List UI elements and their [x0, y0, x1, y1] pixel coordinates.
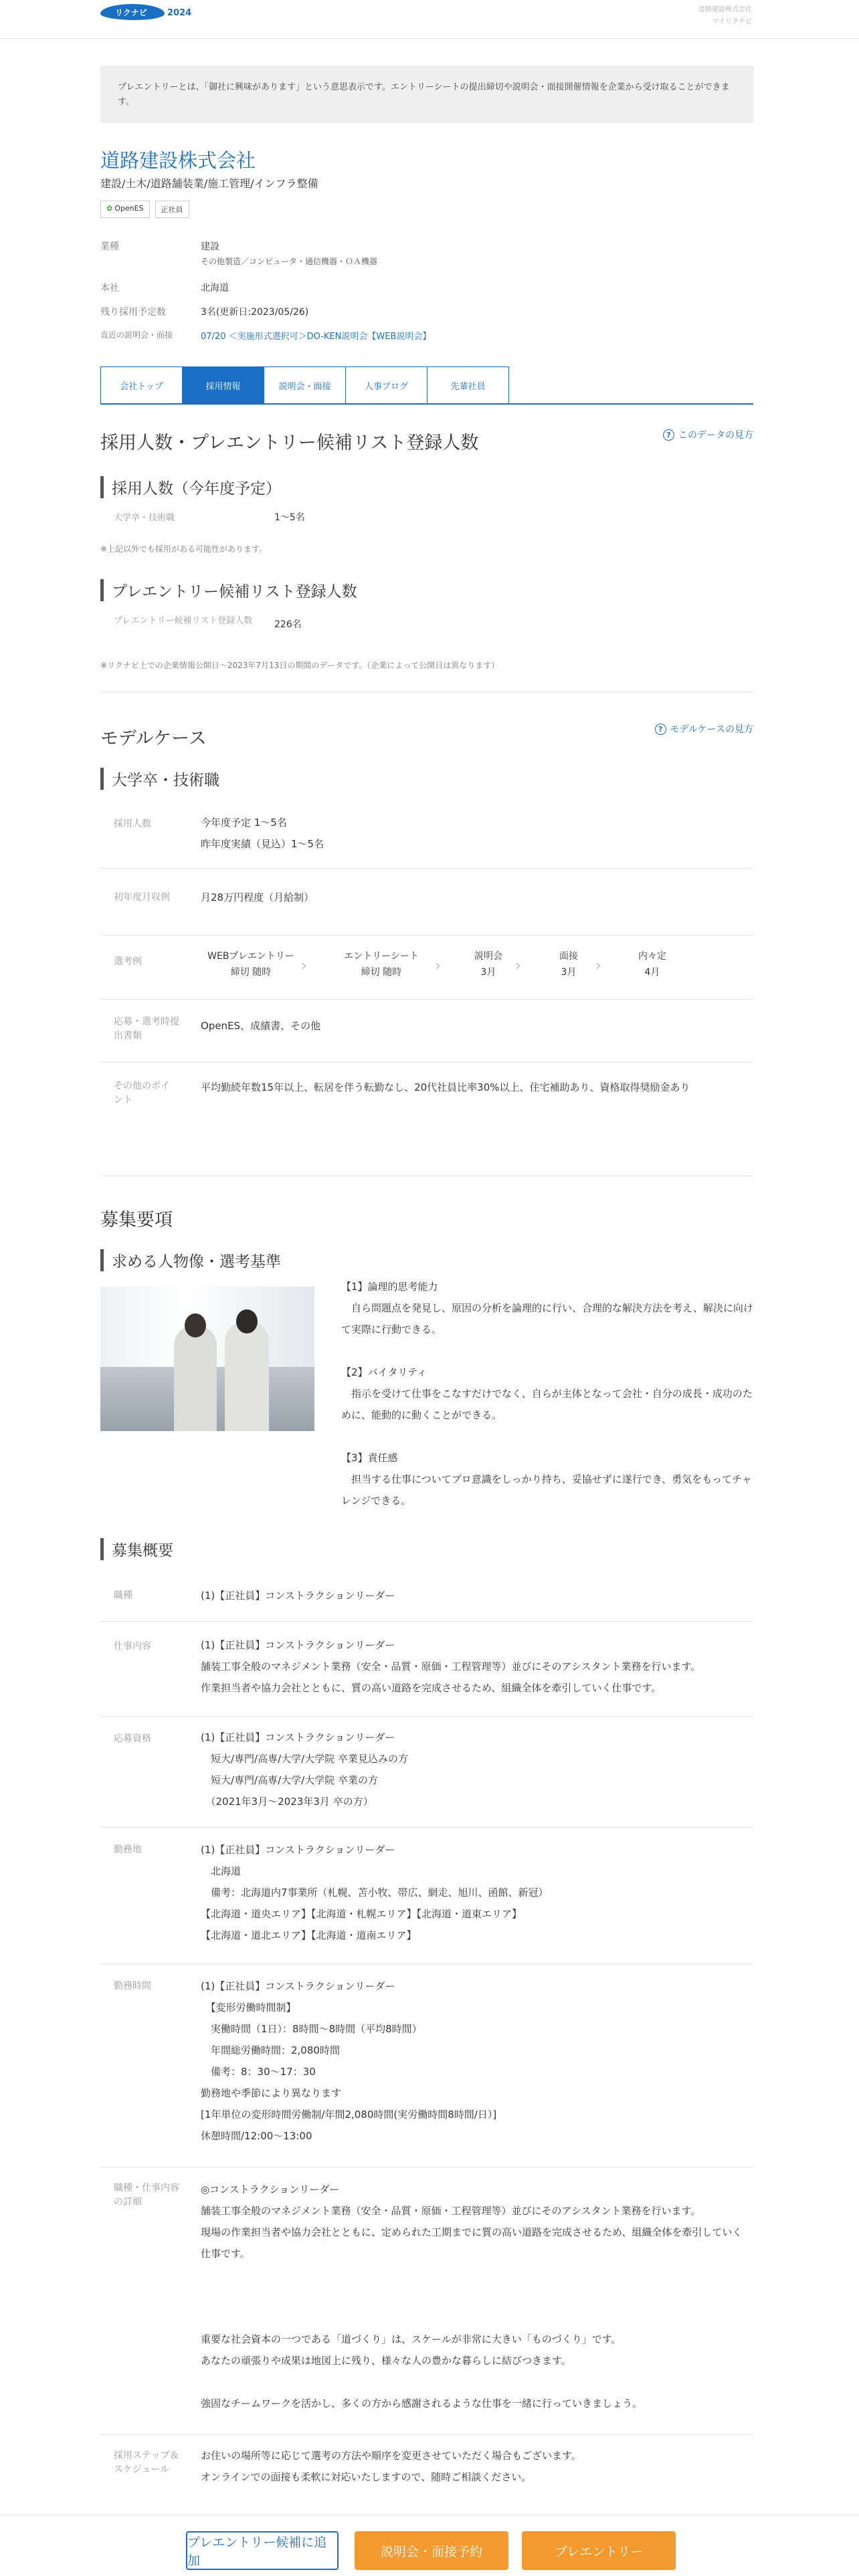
info-seminar-link[interactable]: 07/20 ＜実施形式選択可＞DO-KEN説明会【WEB説明会】	[201, 332, 432, 342]
preentry-notice: プレエントリーとは、「御社に興味があります」という意思表示です。エントリーシートの提出締切や説明会・面接開催情報を企業から受け取ることができます。	[100, 66, 753, 123]
chevron-right-icon: ›	[515, 958, 521, 974]
step-when: 4月	[644, 967, 660, 978]
model-help-link[interactable]	[655, 722, 753, 736]
location-label: 勤務地	[114, 1844, 142, 1855]
preentry-count-value: 226名	[274, 619, 302, 630]
model-salary-value: 月28万円程度（月給制）	[201, 891, 314, 903]
photo-head	[185, 1313, 206, 1337]
model-other-value: 平均勤続年数15年以上、転居を伴う転勤なし、20代社員比率30%以上、住宅補助あり、資格取得奨励金あり	[201, 1081, 690, 1093]
question-icon: ?	[663, 429, 674, 441]
model-salary-label: 初年度月収例	[114, 892, 170, 903]
row-divider	[100, 2434, 753, 2435]
row-divider	[100, 935, 753, 936]
step-interview	[542, 948, 595, 980]
step-when: 締切 随時	[230, 967, 272, 978]
info-hq-label: 本社	[100, 283, 119, 294]
job-detail-label: 職種・仕事内容の詳細	[114, 2183, 179, 2208]
model-help-label: モデルケースの見方	[670, 724, 753, 735]
preentry-count-label: プレエントリー候補リスト登録人数	[114, 616, 253, 626]
logo-text: リクナビ	[115, 8, 147, 17]
selection-steps	[201, 948, 753, 980]
seminar-reserve-button[interactable]: 説明会・面接予約	[355, 2531, 508, 2570]
info-seminar-label: 直近の説明会・面接	[100, 330, 173, 340]
overview-heading: 募集概要	[100, 1538, 753, 1560]
step-name: 説明会	[474, 951, 502, 962]
header-company-link[interactable]: 道路建設株式会社	[698, 6, 752, 13]
info-industry-value: 建設	[201, 241, 219, 252]
chevron-right-icon: ›	[301, 958, 307, 974]
hiring-help-link[interactable]	[663, 428, 753, 441]
job-type-value: (1)【正社員】コンストラクションリーダー	[201, 1590, 395, 1602]
preentry-count-heading: プレエントリー候補リスト登録人数	[100, 579, 753, 601]
preentry-button[interactable]: プレエントリー	[522, 2531, 676, 2570]
model-hire-value-2: 昨年度実績（見込）1〜5名	[201, 838, 324, 850]
info-industry-sub: その他製造／コンピュータ・通信機器・ＯＡ機器	[201, 257, 378, 266]
chevron-right-icon: ›	[435, 958, 441, 974]
info-remaining-label: 残り採用予定数	[100, 307, 166, 318]
model-hire-label: 採用人数	[114, 819, 151, 829]
step-name: WEBプレエントリー	[207, 951, 294, 962]
step-when: 3月	[480, 967, 496, 978]
persona-heading: 求める人物像・選考基準	[100, 1249, 753, 1271]
bottom-action-bar	[0, 2514, 859, 2576]
question-icon: ?	[655, 724, 666, 735]
info-remaining-value: 3名(更新日:2023/05/26)	[201, 307, 309, 318]
row-divider	[100, 1062, 753, 1063]
company-tabs	[100, 366, 753, 404]
model-docs-label: 応募・選考時提出書類	[114, 1016, 179, 1041]
site-header	[0, 0, 859, 39]
section-divider	[100, 691, 753, 692]
schedule-value: お住いの場所等に応じて選考の方法や順序を変更させていただく場合もございます。 オンラインでの面接も柔軟に対応いたしますので、随時ご相談ください。	[201, 2450, 581, 2483]
step-offer	[622, 948, 682, 980]
logo-year: 2024	[167, 8, 192, 18]
step-web-preentry	[201, 948, 301, 980]
model-other-label: その他のポイント	[114, 1081, 170, 1105]
tab-employees[interactable]: 先輩社員	[427, 366, 509, 404]
company-industry: 建設/土木/道路舗装業/施工管理/インフラ整備	[100, 177, 318, 190]
step-name: 面接	[559, 951, 578, 962]
openes-badge-label: OpenES	[114, 204, 144, 213]
leaf-icon: ✿	[106, 204, 113, 213]
row-divider	[100, 1621, 753, 1622]
hire-plan-label: 大学卒・技術職	[114, 513, 175, 523]
job-type-label: 職種	[114, 1590, 132, 1601]
selection-criteria	[341, 1276, 753, 1533]
hiring-help-label: このデータの見方	[678, 430, 753, 441]
criteria-responsibility: 【3】責任感 担当する仕事についてプロ意識をしっかり持ち、妥協せずに遂行でき、勇気をもってチャレンジできる。	[341, 1452, 752, 1507]
hiring-help-wrap	[100, 428, 753, 441]
photo-head	[236, 1309, 258, 1333]
hire-plan-note: ※上記以外でも採用がある可能性があります。	[100, 544, 268, 554]
hire-plan-heading: 採用人数（今年度予定）	[100, 476, 753, 498]
model-hire-value-1: 今年度予定 1〜5名	[201, 817, 287, 829]
tab-hr-blog[interactable]: 人事ブログ	[345, 366, 427, 404]
photo-person	[174, 1325, 217, 1431]
tab-company-top[interactable]: 会社トップ	[100, 366, 183, 404]
rikunabi-logo[interactable]	[100, 4, 207, 21]
row-divider	[100, 1827, 753, 1828]
employees-photo	[100, 1287, 314, 1431]
schedule-label: 採用ステップ＆スケジュール	[114, 2450, 179, 2475]
job-detail-value: ◎コンストラクションリーダー 舗装工事全般のマネジメント業務（安全・品質・原価・工程管理等）並びにそのアシスタント業務を行います。 現場の作業担当者や協力会社とともに、定められた工期までに質の高い道路を完成させるため、組織全体を牽引していく仕事です。 重要な社会資本の一つである「道づくり」は、スケールが非常に大きい「ものづくり」です。 あなたの頑張りや成果は地図上に残り、様々な人の豊かな暮らしに結びつきます。 強固なチームワークを活かし、多くの方から感謝されるような仕事を一緒に行っていきましょう。	[201, 2183, 743, 2409]
openes-badge	[100, 201, 150, 218]
company-tags	[100, 201, 753, 218]
work-hours-label: 勤務時間	[114, 1981, 151, 1992]
row-divider	[100, 1963, 753, 1964]
step-when: 3月	[561, 967, 577, 978]
row-divider	[100, 999, 753, 1000]
model-process-label: 選考例	[114, 956, 142, 967]
photo-person	[225, 1321, 269, 1431]
model-case-heading: モデルケース	[100, 728, 207, 749]
step-when: 締切 随時	[361, 967, 402, 978]
company-name: 道路建設株式会社	[100, 149, 256, 172]
tabs-underline	[100, 403, 753, 405]
add-candidate-button[interactable]: プレエントリー候補に追加	[186, 2531, 339, 2570]
job-content-label: 仕事内容	[114, 1641, 151, 1652]
job-content-value: (1)【正社員】コンストラクションリーダー 舗装工事全般のマネジメント業務（安全・品質・原価・工程管理等）並びにそのアシスタント業務を行います。 作業担当者や協力会社とともに、質の高い道路を完成させるため、組織全体を牽引していく仕事です。	[201, 1639, 701, 1694]
hiring-count-heading: 採用人数・プレエントリー候補リスト登録人数	[100, 433, 479, 453]
chevron-right-icon: ›	[595, 958, 601, 974]
header-right-links	[698, 4, 752, 28]
model-docs-value: OpenES、成績書、その他	[201, 1020, 321, 1032]
tab-seminar[interactable]: 説明会・面接	[264, 366, 346, 404]
model-help-wrap	[100, 722, 753, 736]
info-industry-label: 業種	[100, 241, 119, 252]
row-divider	[100, 1716, 753, 1717]
header-mypage-link[interactable]: マイリクナビ	[712, 18, 752, 25]
employment-type-badge: 正社員	[155, 201, 189, 218]
preentry-count-note: ※リクナビ上での企業情報公開日〜2023年7月13日の期間のデータです。（企業によって公開日は異なります）	[100, 661, 500, 670]
criteria-vitality: 【2】バイタリティ 指示を受けて仕事をこなすだけでなく、自らが主体となって会社・自分の成長・成功のために、能動的に動くことができる。	[341, 1366, 753, 1421]
row-divider	[100, 868, 753, 869]
step-name: 内々定	[638, 951, 666, 962]
criteria-logic: 【1】論理的思考能力 自ら問題点を発見し、原因の分析を論理的に行い、合理的な解決方法を考え、解決に向けて実際に行動できる。	[341, 1281, 753, 1335]
step-entry-sheet	[328, 948, 435, 980]
qualification-value: (1)【正社員】コンストラクションリーダー 短大/専門/高専/大学/大学院 卒業見込みの方 短大/専門/高専/大学/大学院 卒業の方 （2021年3月〜2023年3月 卒の方）	[201, 1731, 408, 1808]
recruitment-heading: 募集要項	[100, 1210, 173, 1230]
tab-recruit-info[interactable]: 採用情報	[182, 366, 264, 404]
model-case-subheading: 大学卒・技術職	[100, 768, 753, 790]
qualification-label: 応募資格	[114, 1733, 151, 1744]
step-name: エントリーシート	[344, 951, 419, 962]
step-seminar	[462, 948, 515, 980]
location-value: (1)【正社員】コンストラクションリーダー 北海道 備考：北海道内7事業所（札幌、苫小牧、帯広、網走、旭川、函館、新冠） 【北海道・道央エリア】【北海道・札幌エリア】【北海道・道東エリア】 【北海道・道北エリア】【北海道・道南エリア】	[201, 1844, 549, 1941]
info-hq-value: 北海道	[201, 283, 229, 294]
hire-plan-value: 1〜5名	[274, 512, 305, 523]
work-hours-value: (1)【正社員】コンストラクションリーダー 【変形労働時間制】 実働時間（1日）：8時間〜8時間（平均8時間） 年間総労働時間：2,080時間 備考：8：30〜17：30 勤務地や季節により異なります [1年単位の変形時間労働制/年間2,080時間(実労働時間8時間/日）] 休憩時間/12:00〜13:00	[201, 1980, 497, 2142]
